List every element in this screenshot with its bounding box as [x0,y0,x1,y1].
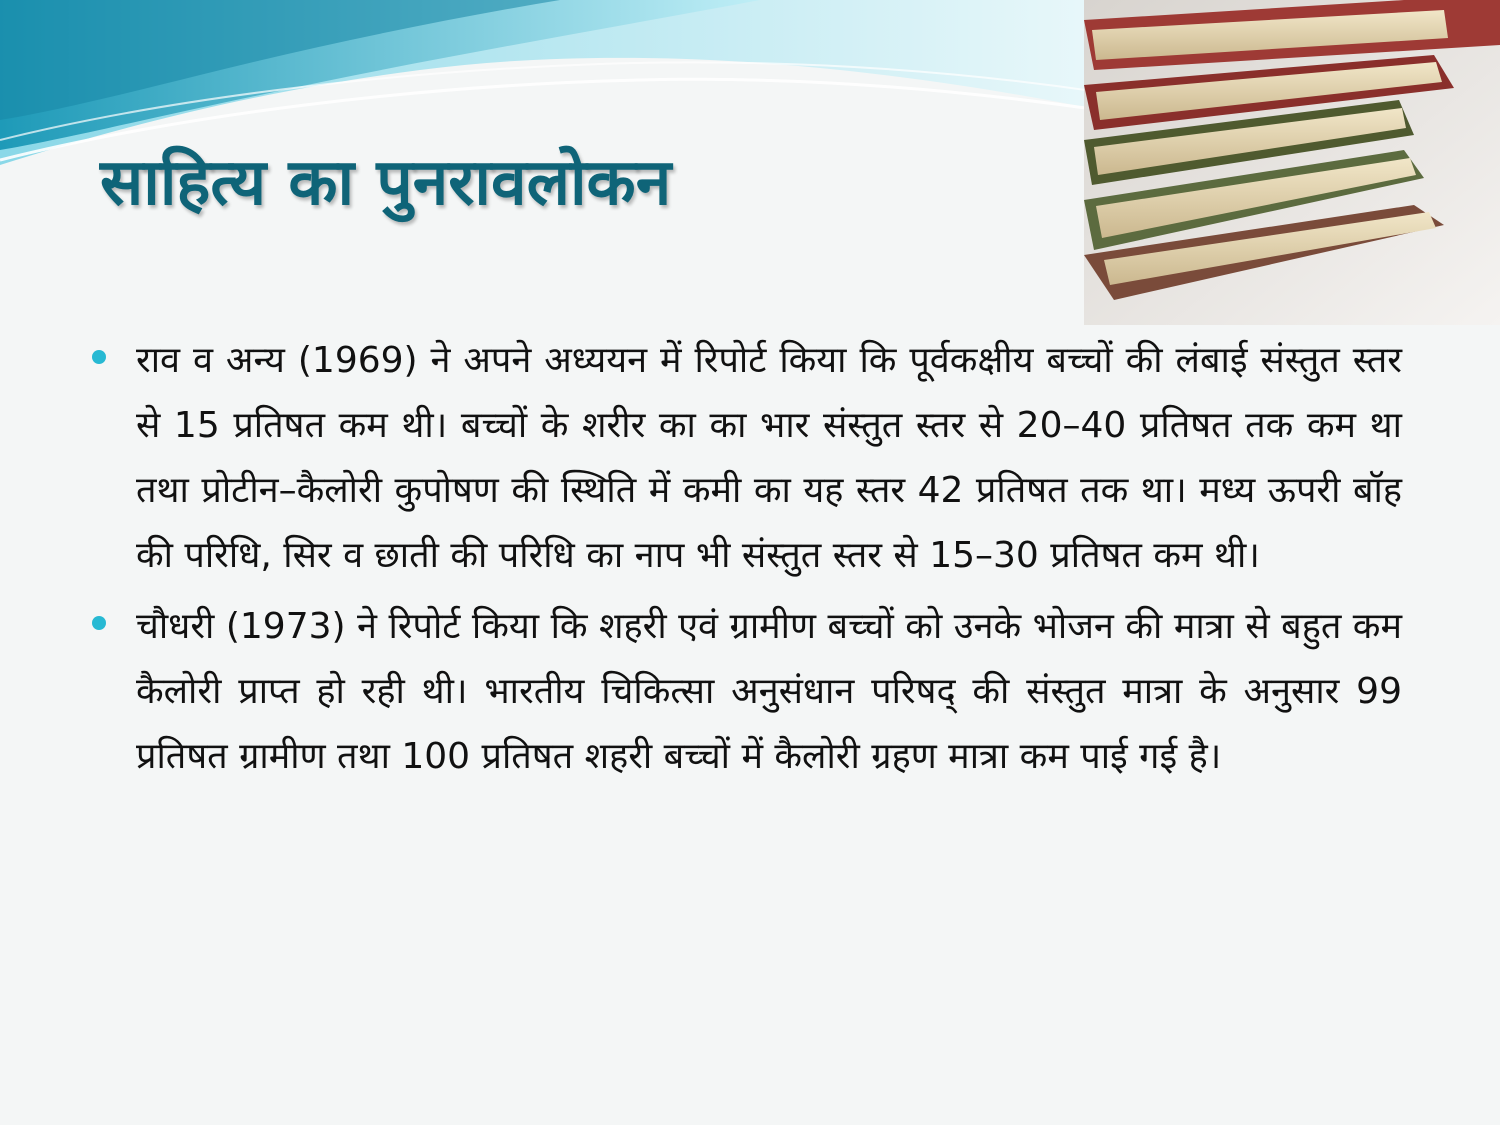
list-item [92,328,1402,588]
bullet-icon [92,616,106,630]
slide-title: साहित्य का पुनरावलोकन [100,146,672,220]
bullet-text: राव व अन्य (1969) ने अपने अध्ययन में रिपोर्ट किया कि पूर्वकक्षीय बच्चों की लंबाई संस्तुत स्तर से 15 प्रतिषत कम थी। बच्चों के शरीर का का भार संस्तुत स्तर से 20–40 प्रतिषत तक कम था तथा प्रोटीन–कैलोरी कुपोषण की स्थिति में कमी का यह स्तर 42 प्रतिषत तक था। मध्य ऊपरी बॉह की परिधि, सिर व छाती की परिधि का नाप भी संस्तुत स्तर से 15–30 प्रतिषत कम थी। [136,340,1402,576]
stack-of-books-image [1084,0,1500,325]
bullet-text: चौधरी (1973) ने रिपोर्ट किया कि शहरी एवं ग्रामीण बच्चों को उनके भोजन की मात्रा से बहुत कम कैलोरी प्राप्त हो रही थी। भारतीय चिकित्सा अनुसंधान परिषद् की संस्तुत मात्रा के अनुसार 99 प्रतिषत ग्रामीण तथा 100 प्रतिषत शहरी बच्चों में कैलोरी ग्रहण मात्रा कम पाई गई है। [136,606,1402,777]
bullet-icon [92,350,106,364]
list-item [92,594,1402,789]
bullet-list [92,328,1402,795]
